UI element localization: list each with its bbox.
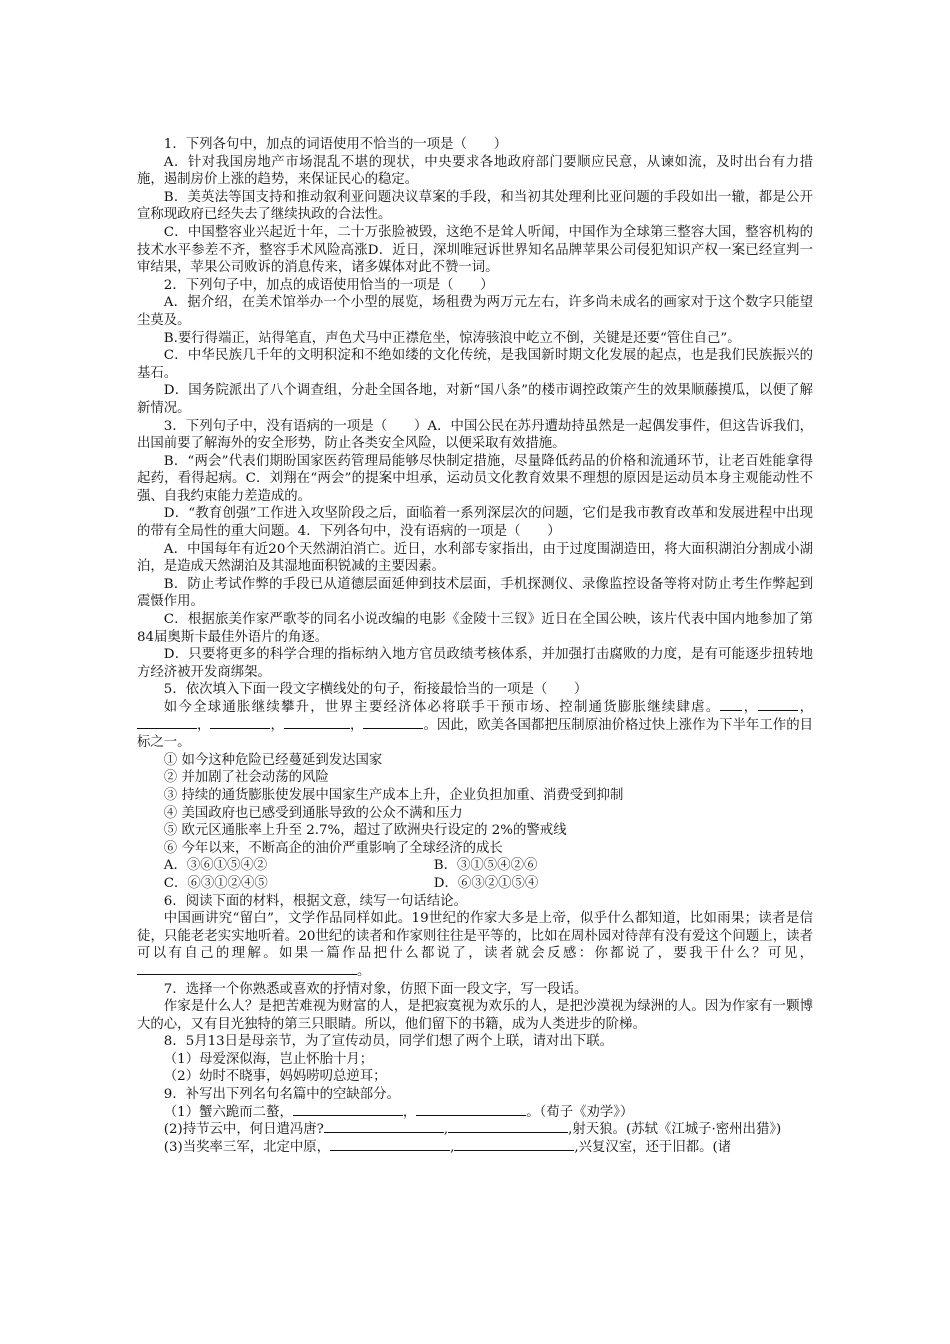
q2-option-b: B.要行得端正，站得笔直，声色犬马中正襟危坐，惊涛骇浪中屹立不倒，关键是还要“管住自己”。	[163, 330, 741, 346]
q7-passage: 作家是什么人？是把苦难视为财富的人，是把寂寞视为欢乐的人，是把沙漠视为绿洲的人。因为作家有一颗博大的心，又有目光独特的第三只眼睛。所以，他们留下的书籍，成为人类进步的阶梯。	[137, 999, 813, 1032]
q9-stem: 9．补写出下列名句名篇中的空缺部分。	[163, 1087, 400, 1103]
q3-option-b: B．“两会”代表们期盼国家医药管理局能够尽快制定措施，尽量降低药品的价格和流通环节，让老百姓能拿得起药，看得起病。C．刘翔在“两会”的提案中坦承，运动员文化教育效果不理想的原因是运动员本身主观能动性不强、自我约束能力差造成的。	[137, 453, 813, 504]
q5-option-b: B．③①⑤④②⑥	[433, 858, 538, 874]
q3-option-d: D．“教育创强”工作进入攻坚阶段之后，面临着一系列深层次的问题，它们是我市教育改革和发展进程中出现的带有全局性的重大问题。4．下列各句中，没有语病的一项是（ ）	[137, 506, 813, 540]
blank	[137, 728, 197, 729]
q5-option-d: D．⑥③②①⑤④	[433, 875, 539, 891]
q4-option-b: B．防止考试作弊的手段已从道德层面延伸到技术层面，手机探测仪、录像监控设备等将对防止考生作弊起到震慑作用。	[137, 576, 813, 610]
q5-item: ⑥ 今年以来，不断高企的油价严重影响了全球经济的成长	[163, 840, 503, 856]
q4-option-a: A．中国每年有近20个天然湖泊消亡。近日，水利部专家指出，由于过度围湖造田，将大面积湖泊分割成小湖泊，是造成天然湖泊及其湿地面积锐减的主要因素。	[137, 541, 813, 575]
q2-option-a: A．据介绍，在美术馆举办一个小型的展览，场租费为两万元左右，许多尚未成名的画家对于这个数字只能望尘莫及。	[137, 295, 813, 328]
blank	[454, 1150, 574, 1151]
blank	[758, 710, 798, 711]
blank	[720, 710, 742, 711]
blank	[448, 1132, 568, 1133]
q5-item: ④ 美国政府也已感受到通胀导致的公众不满和压力	[163, 805, 463, 821]
blank	[363, 728, 423, 729]
q5-item: ⑤ 欧元区通胀率上升至 2.7%，超过了欧洲央行设定的 2%的警戒线	[163, 823, 567, 839]
q5-stem: 5．依次填入下面一段文字横线处的句子，衔接最恰当的一项是（ ）	[163, 682, 588, 698]
q1-stem: 1．下列各句中，加点的词语使用不恰当的一项是（ ）	[163, 137, 508, 152]
q5-option-a: A．③⑥①⑤④②	[163, 858, 268, 874]
q6-passage: 中国画讲究“留白”，文学作品同样如此。19世纪的作家大多是上帝，似乎什么都知道，比如雨果；读者是信徒，只能老老实实地听着。20世纪的读者和作家则往往是平等的，比如在周朴园对待萍有没有爱这个问题上，读者可以有自己的理解。如果一篇作品把什么都说了，读者就会反感：你都说了，要我干什么？可见，。	[137, 911, 813, 979]
q2-option-c: C．中华民族几千年的文明积淀和不绝如缕的文化传统，是我国新时期文化发展的起点，也是我们民族振兴的基石。	[137, 348, 813, 381]
document-body	[137, 136, 813, 1156]
q2-option-d: D．国务院派出了八个调查组，分赴全国各地，对新“国八条”的楼市调控政策产生的效果顺藤摸瓜，以便了解新情况。	[137, 383, 813, 416]
q5-option-c: C．⑥③①②④⑤	[163, 875, 268, 891]
q2-stem: 2．下列句子中，加点的成语使用恰当的一项是（ ）	[163, 277, 494, 293]
q8-line: （2）幼时不晓事，妈妈唠叨总逆耳；	[163, 1069, 387, 1085]
q5-options-row	[137, 857, 813, 875]
q4-option-d: D．只要将更多的科学合理的指标纳入地方官员政绩考核体系，并加强打击腐败的力度，是有可能逐步扭转地方经济被开发商绑架。	[137, 647, 813, 680]
q5-passage: 如今全球通胀继续攀升，世界主要经济体必将联手干预市场、控制通货膨胀继续肆虐。 ， ，， ， ， 。因此，欧美各国都把压制原油价格过快上涨作为下半年工作的目标之一。	[137, 700, 814, 751]
q5-options-row	[137, 875, 813, 893]
q1-option-a: A．针对我国房地产市场混乱不堪的现状，中央要求各地政府部门要顺应民意，从谏如流，及时出台有力措施，遏制房价上涨的趋势，来保证民心的稳定。	[137, 154, 813, 188]
blank	[330, 1150, 450, 1151]
q4-option-c: C．根据旅美作家严歌苓的同名小说改编的电影《金陵十三钗》近日在全国公映，该片代表中国内地参加了第84届奥斯卡最佳外语片的角逐。	[137, 612, 813, 645]
blank	[324, 1132, 444, 1133]
q3-stem: 3．下列句子中，没有语病的一项是（ ）A．中国公民在苏丹遭劫持虽然是一起偶发事件，但这告诉我们，出国前要了解海外的安全形势，防止各类安全风险，以便采取有效措施。	[137, 418, 813, 452]
blank	[137, 974, 357, 975]
q9-line-2: (2)持节云中，何日遣冯唐? , ,射天狼。(苏轼《江城子·密州出猎》)	[163, 1122, 782, 1138]
q5-item: ③ 持续的通货膨胀使发展中国家生产成本上升，企业负担加重、消费受到抑制	[163, 787, 624, 803]
q5-item: ① 如今这种危险已经蔓延到发达国家	[163, 752, 383, 768]
blank	[416, 1115, 526, 1116]
q8-stem: 8．5月13日是母亲节，为了宣传动员，同学们想了两个上联，请对出下联。	[163, 1034, 613, 1050]
q8-line: （1）母爱深似海，岂止怀胎十月；	[163, 1051, 374, 1067]
blank	[284, 728, 350, 729]
q6-stem: 6．阅读下面的材料，根据文意，续写一句话结论。	[163, 893, 467, 909]
q1-option-b: B．美英法等国支持和推动叙利亚问题决议草案的手段，和当初其处理利比亚问题的手段如出一辙，都是公开宣称现政府已经失去了继续执政的合法性。	[137, 189, 813, 223]
q5-item: ② 并加剧了社会动荡的风险	[163, 770, 329, 786]
q9-line-3: (3)当奖率三军，北定中原， , ,兴复汉室，还于旧都。(诸	[163, 1139, 732, 1155]
blank	[210, 728, 270, 729]
blank	[293, 1115, 403, 1116]
q9-line-1: （1）蟹六跪而二螯， ， 。（荀子《劝学》）	[163, 1104, 634, 1120]
q1-option-c: C．中国整容业兴起近十年，二十万张脸被毁，这绝不是耸人听闻，中国作为全球第三整容大国，整容机构的技术水平参差不齐，整容手术风险高涨D．近日，深圳唯冠诉世界知名品牌苹果公司侵犯知识产权一案已经宣判一审结果，苹果公司败诉的消息传来，诸多媒体对此不赞一词。	[137, 224, 813, 276]
q7-stem: 7．选择一个你熟悉或喜欢的抒情对象，仿照下面一段文字，写一段话。	[163, 981, 588, 997]
